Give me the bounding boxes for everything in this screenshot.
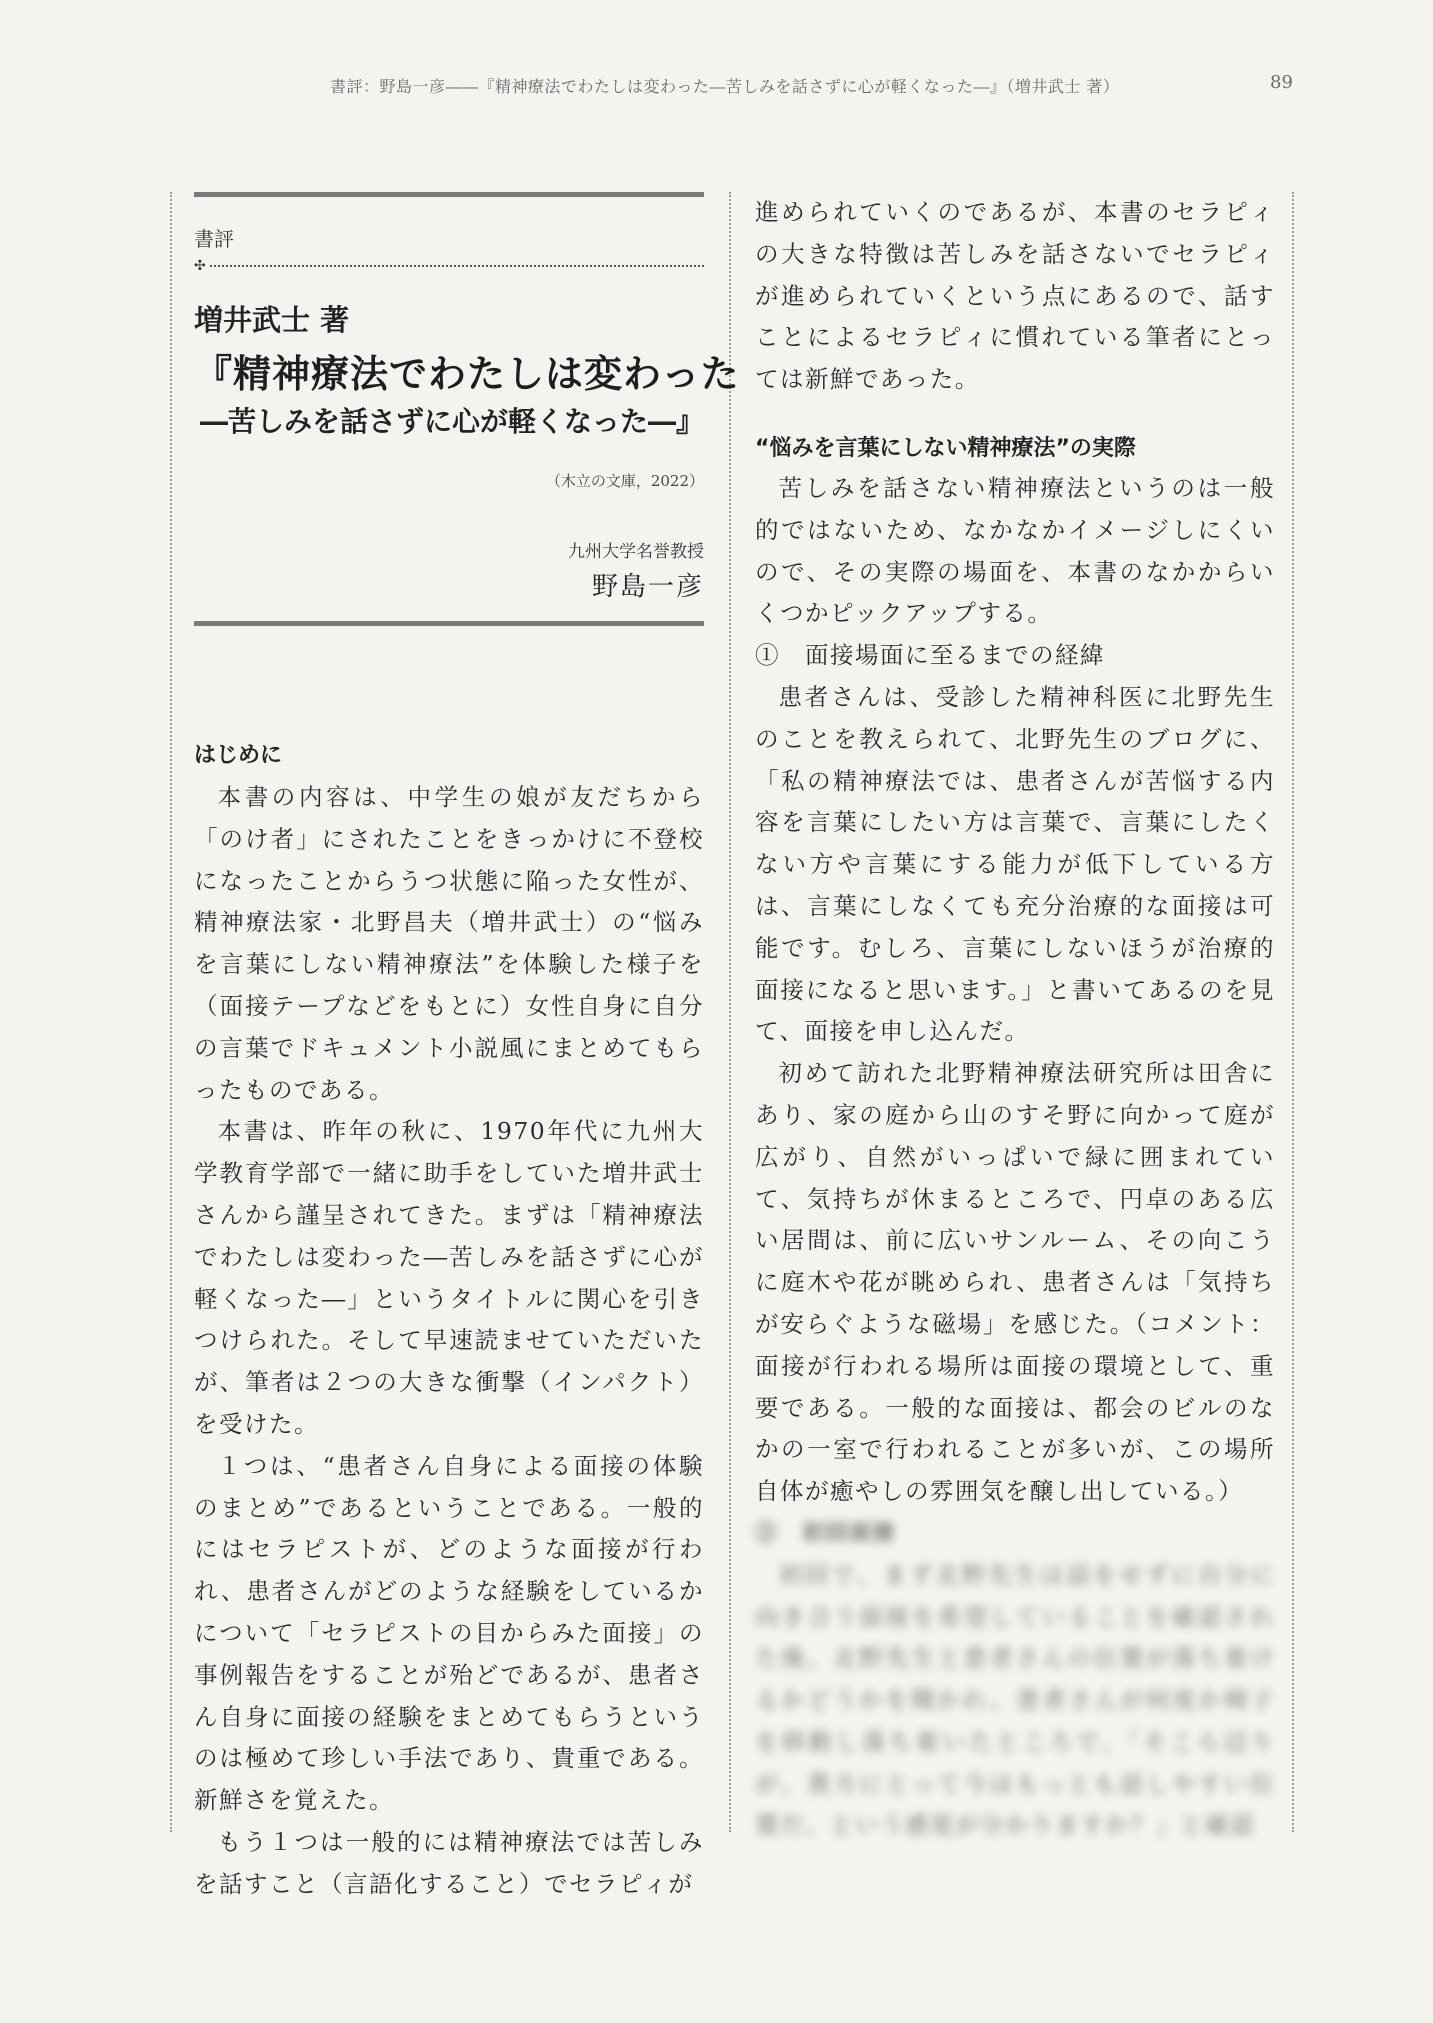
blurred-subheading: ② 初回面接 xyxy=(755,1519,897,1546)
book-title: 『精神療法でわたしは変わった xyxy=(194,352,740,396)
right-dotted-rule xyxy=(1292,192,1294,1832)
right-body-top xyxy=(755,192,1275,401)
left-body xyxy=(194,777,704,1906)
paragraph: １つは、“患者さん自身による面接の体験のまとめ”であるということである。一般的にはセラピストが、どのような面接が行われ、患者さんがどのような経験をしているかについて「セラピストの目からみた面接」の事例報告をすることが殆どであるが、患者さん自身に面接の経験をまとめてもらうというのは極めて珍しい手法であり、貴重である。新鮮さを覚えた。 xyxy=(194,1451,704,1815)
reviewer-name: 野島一彦 xyxy=(591,572,704,602)
publisher-info: （木立の文庫，2022） xyxy=(545,472,704,490)
left-column xyxy=(194,192,740,1906)
right-body xyxy=(755,468,1275,1513)
left-dotted-rule xyxy=(170,192,172,1832)
paragraph: 苦しみを話さない精神療法というのは一般的ではないため、なかなかイメージしにくいので、その実際の場面を、本書のなかからいくつかピックアップする。 xyxy=(755,473,1275,628)
paragraph: もう１つは一般的には精神療法では苦しみを話すこと（言語化すること）でセラピィが xyxy=(194,1827,704,1898)
book-subtitle: ―苦しみを話さずに心が軽くなった―』 xyxy=(199,405,704,438)
page-number: 89 xyxy=(1270,72,1293,93)
paragraph: 患者さんは、受診した精神科医に北野先生のことを教えられて、北野先生のブログに、「私の精神療法では、患者さんが苦悩する内容を言葉にしたい方は言葉で、言葉にしたくない方や言葉にする能力が低下している方は、言葉にしなくても充分治療的な面接は可能です。むしろ、言葉にしないほうが治療的面接になると思います。」と書いてあるのを見て、面接を申し込んだ。 xyxy=(755,682,1275,1046)
section-heading-intro: はじめに xyxy=(194,743,283,768)
title-bottom-rule xyxy=(194,621,704,626)
title-top-rule xyxy=(194,192,704,197)
right-column xyxy=(755,192,1275,1847)
section-tag-divider xyxy=(194,258,704,274)
blurred-paragraph: 初回で、まず北野先生は話をせずに自分に向き合う面接を希望していることを確認された後、北野先生と患者さんの位置が落ち着けるかどうかを聞かれ、患者さんが何度か椅子を移動し落ち着いたところで、「そこら辺りが、貴方にとって今はもっとも話しやすい位置だ、という感覚が分かりますか？」と確認 xyxy=(755,1560,1275,1840)
blurred-preview-text xyxy=(755,1513,1275,1847)
paragraph: 本書の内容は、中学生の娘が友だちから「のけ者」にされたことをきっかけに不登校になったことからうつ状態に陥った女性が、精神療法家・北野昌夫（増井武士）の“悩みを言葉にしない精神療法”を体験した様子を（面接テープなどをもとに）女性自身に自分の言葉でドキュメント小説風にまとめてもらったものである。 xyxy=(194,783,704,1104)
numbered-subheading: ① 面接場面に至るまでの経緯 xyxy=(755,641,1105,670)
reviewer-affiliation: 九州大学名誉教授 xyxy=(568,542,704,562)
paragraph: 初めて訪れた北野精神療法研究所は田舎にあり、家の庭から山のすそ野に向かって庭が広がり、自然がいっぱいで緑に囲まれていて、気持ちが休まるところで、円卓のある広い居間は、前に広いサンルーム、その向こうに庭木や花が眺められ、患者さんは「気持ちが安らぐような磁場」を感じた。（コメント：面接が行われる場所は面接の環境として、重要である。一般的な面接は、都会のビルのなかの一室で行われることが多いが、この場所自体が癒やしの雰囲気を醸し出している。） xyxy=(755,1059,1275,1506)
paragraph-continuation: 進められていくのであるが、本書のセラピィの大きな特徴は苦しみを話さないでセラピィが進められていくという点にあるので、話すことによるセラピィに慣れている筆者にとっては新鮮であった。 xyxy=(755,198,1275,394)
paragraph: 本書は、昨年の秋に、1970年代に九州大学教育学部で一緒に助手をしていた増井武士さんから謹呈されてきた。まずは「精神療法でわたしは変わった―苦しみを話さずに心が軽くなった―」というタイトルに関心を引きつけられた。そして早速読ませていただいたが、筆者は２つの大きな衝撃（インパクト）を受けた。 xyxy=(194,1117,704,1438)
section-tag: 書評 xyxy=(194,227,234,251)
dotted-divider xyxy=(210,265,704,267)
book-author: 増井武士 著 xyxy=(194,303,350,337)
section-heading-practice: “悩みを言葉にしない精神療法”の実際 xyxy=(755,435,1136,461)
ornament-icon: ✣ xyxy=(194,258,206,274)
running-head: 書評：野島一彦――『精神療法でわたしは変わった―苦しみを話さずに心が軽くなった―』（増井武士 著） xyxy=(330,77,1120,96)
middle-dotted-rule xyxy=(729,192,731,1832)
